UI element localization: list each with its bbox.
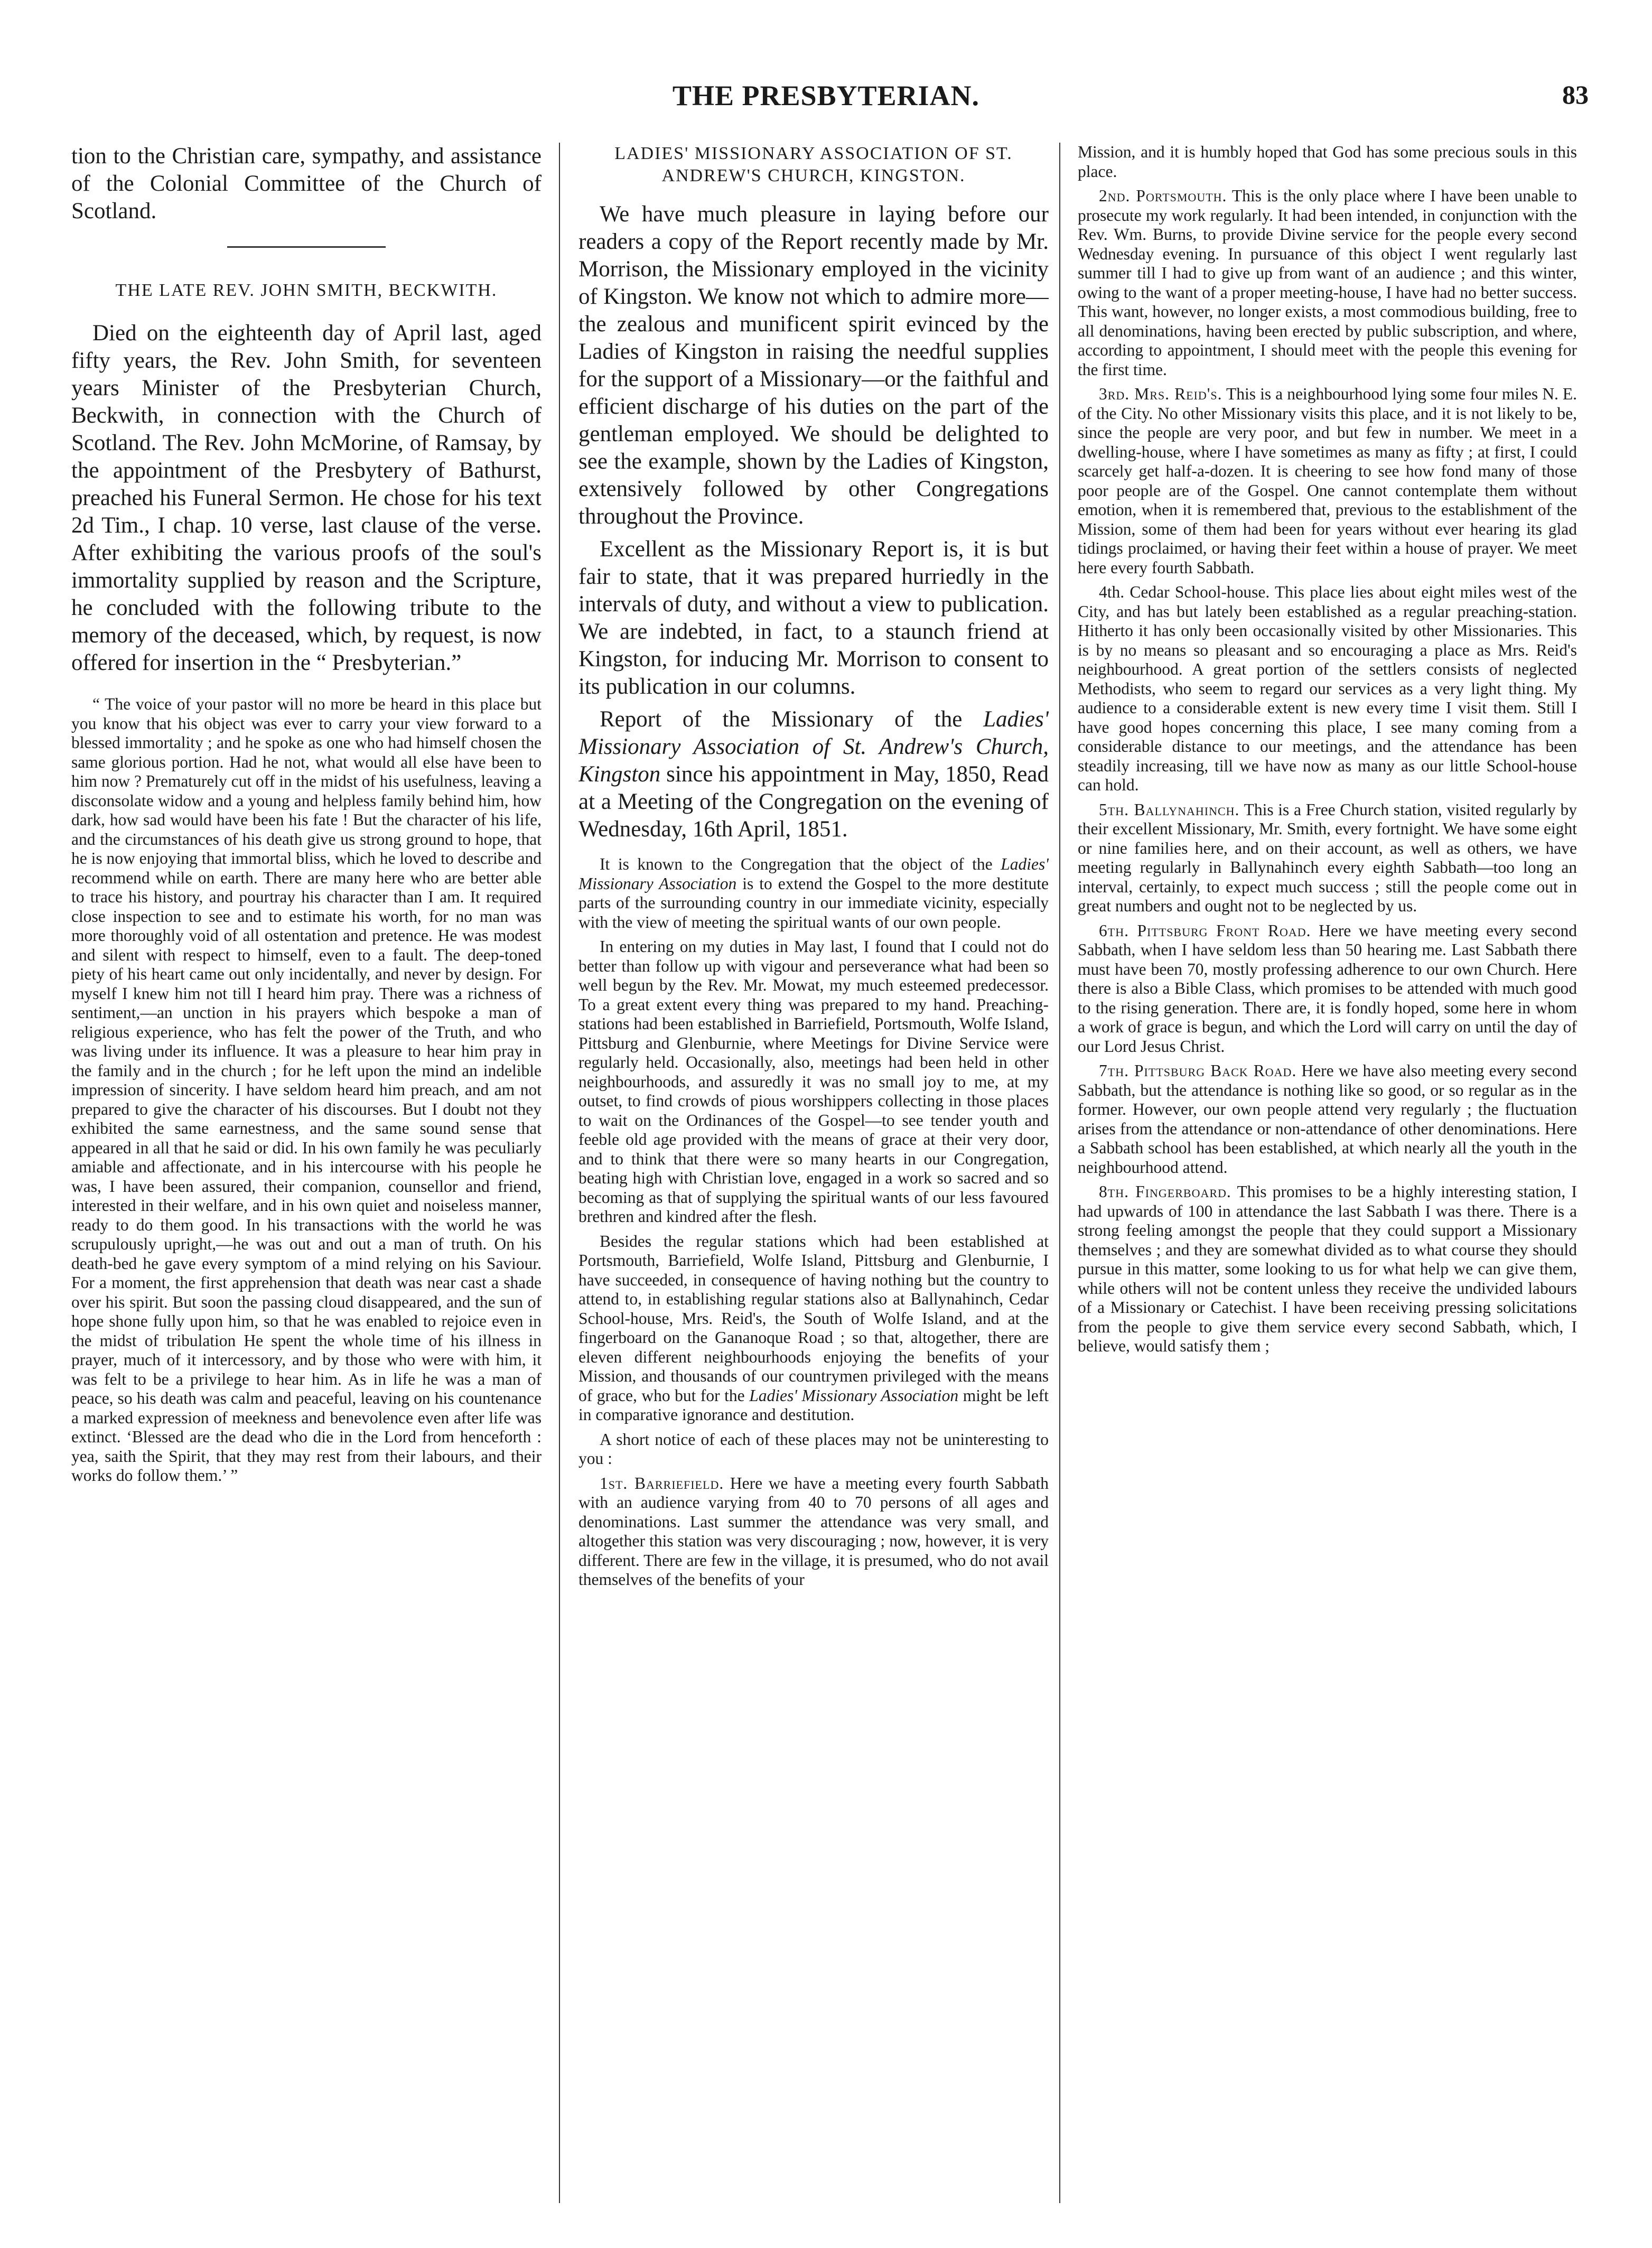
column-2 bbox=[578, 143, 1049, 2219]
tribute-quote: “ The voice of your pastor will no more be heard in this place but you know that his object was ever to carry your view forward to a blessed immortality ; and he spoke as one who had himself chosen the same glorious portion. Had he not, what would all else have been to him now ? Prematurely cut off in the midst of his usefulness, leaving a disconsolate widow and a young and helpless family behind him, how dark, how sad would have been his fate ! But the character of his life, and the circumstances of his death give us strong ground to hope, that he is now enjoying that immortal bliss, which he loved to describe and recommend while on earth. There are many here who are better able to trace his history, and pourtray his character than I am. It required close inspection to see and to estimate his worth, for no man was more thoroughly void of all ostentation and pretence. He was modest and silent with respect to himself, even to a fault. The deep-toned piety of his heart came out only incidentally, and never by design. For myself I knew him not till I heard him pray. There was a richness of sentiment,—an unction in his prayers which bespoke a man of religious experience, who has felt the power of the Truth, and who was living under its influence. It was a pleasure to hear him pray in the family and in the church ; for he left upon the mind an indelible impression of sincerity. I have seldom heard him preach, and am not prepared to give the character of his discourses. But I doubt not they exhibited the same earnestness, and the same sound sense that appeared in all that he said or did. In his own family he was peculiarly amiable and affectionate, and in his intercourse with his people he was, I have been assured, their companion, counsellor and friend, interested in their welfare, and in his own quiet and noiseless manner, ready to do them good. In his transactions with the world he was scrupulously upright,—he was out and out a man of truth. On his death-bed he gave every symptom of a mind relying on his Saviour. For a moment, the first apprehension that death was near cast a shade over his spirit. But soon the passing cloud disappeared, and the sun of hope shone fully upon him, so that he was enabled to rejoice even in the midst of tribulation He spent the whole time of his illness in prayer, much of it intercessory, and by those who were with him, it was felt to be a privilege to hear him. As in life he was a man of peace, so his death was calm and peaceful, leaving on his countenance a marked expression of meekness and benevolence even after life was extinct. ‘Blessed are the dead who die in the Lord from henceforth : yea, saith the Spirit, that they may rest from their labours, and their works do follow them.’ ” bbox=[71, 695, 542, 1485]
article-heading: LADIES' MISSIONARY ASSOCIATION OF ST. ANDREW'S CHURCH, KINGSTON. bbox=[614, 144, 1013, 185]
station-paragraph: 2nd. Portsmouth. This is the only place where I have been unable to prosecute my work regularly. It had been intended, in conjunction with the Rev. Wm. Burns, to provide Divine service for the people every second Wednesday evening. In pursuance of this object I went regularly last summer till I had to give up from want of an audience ; and this winter, owing to the want of a proper meeting-house, I have had no better success. This want, however, no longer exists, a most commodious building, free to all denominations, having been erected by public subscription, and where, according to appointment, I should meet with the people this evening for the first time. bbox=[1078, 186, 1577, 379]
station-paragraph: 7th. Pittsburg Back Road. Here we have also meeting every second Sabbath, but the attendance is nothing like so good, or so regular as in the former. However, our own people attend very regularly ; the fluctuation arises from the attendance or non-attendance of other denominations. Here a Sabbath school has been established, at which nearly all the youth in the neighbourhood attend. bbox=[1078, 1061, 1577, 1177]
section-divider bbox=[227, 246, 386, 248]
station-paragraph: 6th. Pittsburg Front Road. Here we have meeting every second Sabbath, when I have seldom less than 50 hearing me. Last Sabbath there must have been 70, mostly professing adherence to our own Church. Here there is also a Bible Class, which promises to be attended with much good to the rising generation. There are, it is fondly hoped, some here in whom a work of grace is begun, and which the Lord will carry on until the day of our Lord Jesus Christ. bbox=[1078, 921, 1577, 1056]
station-paragraph: 8th. Fingerboard. This promises to be a highly interesting station, I had upwards of 100 in attendance the last Sabbath I was there. There is a strong feeling amongst the people that they could support a Missionary themselves ; and they are somewhat divided as to what course they should pursue in this matter, some looking to us for what help we can give them, while others will not be content unless they receive the undivided labours of a Missionary or Catechist. I have been receiving pressing solicitations from the people to give them service every second Sabbath, which, I believe, would satisfy them ; bbox=[1078, 1182, 1577, 1355]
continued-paragraph: tion to the Christian care, sympathy, and assistance of the Colonial Committee of the Church of Scotland. bbox=[71, 144, 542, 223]
report-paragraph: It is known to the Congregation that the object of the Ladies' Missionary Association is to extend the Gospel to the more destitute parts of the surrounding country in our immediate vicinity, especially with the view of meeting the spiritual wants of our own people. bbox=[578, 855, 1049, 931]
column-rule bbox=[1059, 143, 1060, 2203]
obituary-paragraph: Died on the eighteenth day of April last, aged fifty years, the Rev. John Smith, for seventeen years Minister of the Presbyterian Church, Beckwith, in connection with the Church of Scotland. The Rev. John McMorine, of Ramsay, by the appointment of the Presbytery of Bathurst, preached his Funeral Sermon. He chose for his text 2d Tim., I chap. 10 verse, last clause of the verse. After exhibiting the various proofs of the soul's immortality supplied by reason and the Scripture, he concluded with the following tribute to the memory of the deceased, which, by request, is now offered for insertion in the “ Presbyterian.” bbox=[71, 321, 542, 675]
station-paragraph: 5th. Ballynahinch. This is a Free Church station, visited regularly by their excellent Missionary, Mr. Smith, every fortnight. We have some eight or nine families here, and on their account, as well as others, we have meeting regularly in Ballynahinch every eighth Sabbath—too long an interval, certainly, to expect much success ; still the people come out in great numbers and ought not to be neglected by us. bbox=[1078, 800, 1577, 915]
column-rule bbox=[559, 143, 560, 2203]
running-title: THE PRESBYTERIAN. bbox=[672, 80, 980, 111]
column-3 bbox=[1078, 143, 1577, 2219]
column-1 bbox=[71, 143, 542, 2219]
obituary-heading: THE LATE REV. JOHN SMITH, BECKWITH. bbox=[115, 281, 498, 300]
station-paragraph: 1st. Barriefield. Here we have a meeting every fourth Sabbath with an audience varying from 40 to 70 persons of all ages and denominations. Last summer the attendance was very small, and altogether this station was very discouraging ; now, however, it is very different. There are few in the village, it is presumed, who do not avail themselves of the benefits of your bbox=[578, 1473, 1049, 1589]
report-paragraph: Besides the regular stations which had been established at Portsmouth, Barriefield, Wolfe Island, Pittsburg and Glenburnie, I have succeeded, in consequence of having nothing but the country to attend to, in establishing regular stations also at Ballynahinch, Cedar School-house, Mrs. Reid's, the South of Wolfe Island, and at the fingerboard on the Gananoque Road ; so that, altogether, there are eleven different neighbourhoods enjoying the benefits of your Mission, and thousands of our countrymen privileged with the means of grace, who but for the Ladies' Missionary Association might be left in comparative ignorance and destitution. bbox=[578, 1232, 1049, 1424]
report-title: Report of the Missionary of the Ladies' Missionary Association of St. Andrew's Church, Kingston since his appointment in May, 1850, Read at a Meeting of the Congregation on the evening of Wednesday, 16th April, 1851. bbox=[578, 707, 1049, 842]
page-number: 83 bbox=[1562, 80, 1589, 109]
station-paragraph: Mission, and it is humbly hoped that God has some precious souls in this place. bbox=[1078, 143, 1577, 181]
station-paragraph: 4th. Cedar School-house. This place lies about eight miles west of the City, and has but lately been established as a regular preaching-station. Hitherto it has only been occasionally visited by other Missionaries. This is by no means so pleasant and so encouraging a place as Mrs. Reid's neighbourhood. A great portion of the settlers consists of neglected Methodists, who seem to regard our services as a very light thing. My audience to a considerable extent is new every time I visit them. Still I have good hopes concerning this place, I see many coming from a considerable distance to our meetings, and the attendance has been steadily increasing, till we have now as many as our little School-house can hold. bbox=[1078, 583, 1577, 794]
report-paragraph: In entering on my duties in May last, I found that I could not do better than follow up with vigour and perseverance what had been so well begun by the Rev. Mr. Mowat, my much esteemed predecessor. To a great extent every thing was prepared to my hand. Preaching-stations had been established in Barriefield, Portsmouth, Wolfe Island, Pittsburg and Glenburnie, where Meetings for Divine Service were regularly held. Occasionally, also, meetings had been held in other neighbourhoods, and assuredly it was no small joy to me, at my outset, to find crowds of pious worshippers collecting in those places to wait on the Ordinances of the Gospel—to see tender youth and feeble old age provided with the means of grace at their very door, and to think that there were so many hearts in our Congregation, beating high with Christian love, engaged in a work so sacred and so becoming as that of supplying the spiritual wants of our less favoured brethren and kindred after the flesh. bbox=[578, 937, 1049, 1226]
report-paragraph: A short notice of each of these places may not be uninteresting to you : bbox=[578, 1430, 1049, 1468]
article-intro-paragraph: Excellent as the Missionary Report is, it is but fair to state, that it was prepared hurriedly in the intervals of duty, and without a view to publication. We are indebted, in fact, to a staunch friend at Kingston, for inducing Mr. Morrison to consent to its publication in our columns. bbox=[578, 537, 1049, 699]
station-paragraph: 3rd. Mrs. Reid's. This is a neighbourhood lying some four miles N. E. of the City. No other Missionary visits this place, and it is not likely to be, since the people are very poor, and but few in number. We meet in a dwelling-house, where I have sometimes as many as fifty ; at first, I could scarcely get half-a-dozen. It is cheering to see how fond many of those poor people are of the Gospel. One cannot contemplate them without emotion, when it is remembered that, previous to the establishment of the Mission, some of them had been for years without ever hearing its glad tidings proclaimed, or having their feet within a house of prayer. We meet here every fourth Sabbath. bbox=[1078, 385, 1577, 577]
article-intro-paragraph: We have much pleasure in laying before our readers a copy of the Report recently made by Mr. Morrison, the Missionary employed in the vicinity of Kingston. We know not which to admire more—the zealous and munificent spirit evinced by the Ladies of Kingston in raising the needful supplies for the support of a Missionary—or the faithful and efficient discharge of his duties on the part of the gentleman employed. We should be delighted to see the example, shown by the Ladies of Kingston, extensively followed by other Congregations throughout the Province. bbox=[578, 202, 1049, 529]
